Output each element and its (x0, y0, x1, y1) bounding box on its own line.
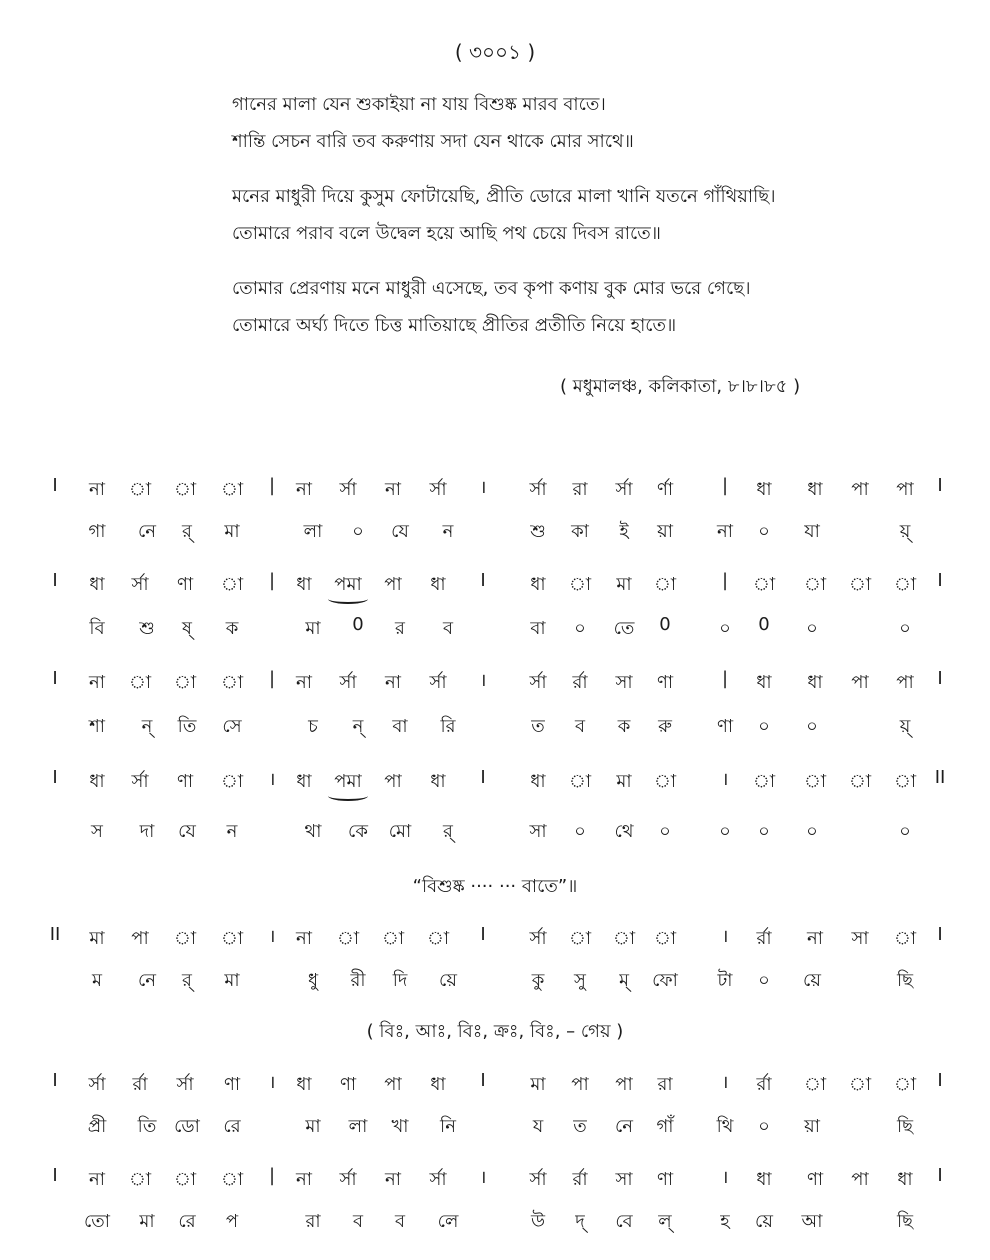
lyric-syllable: ০ (758, 821, 770, 842)
lyric-syllable: 0 (352, 614, 364, 635)
swara-cell: ধা (430, 1074, 446, 1095)
swara-cell: া (173, 672, 197, 693)
swara-cell: না (296, 928, 312, 949)
swara-cell: ধা (430, 771, 446, 792)
lyric-syllable: সা (529, 821, 547, 842)
swara-cell: | (721, 475, 729, 496)
swara-cell: পমা (334, 771, 362, 792)
lyric-syllable: শু (530, 521, 546, 542)
swara-cell: া (128, 1169, 152, 1190)
swara-cell: া (653, 771, 677, 792)
lyric-syllable: ০ (758, 521, 770, 542)
swara-cell: র্সা (429, 672, 447, 693)
lyric-syllable: রে (178, 1211, 196, 1232)
lyric-syllable: লা (348, 1116, 368, 1137)
swara-cell: পা (851, 479, 869, 500)
swara-cell: I (480, 570, 486, 591)
swara-cell: না (89, 672, 105, 693)
swara-cell: । (479, 670, 487, 691)
lyric-syllable: টা (717, 970, 733, 991)
lyric-syllable: য়ে (439, 970, 457, 991)
lyric-syllable: ক (617, 716, 631, 737)
swara-cell: I (937, 668, 943, 689)
swara-cell: | (721, 570, 729, 591)
lyric-row (0, 1112, 990, 1144)
swara-cell: I (52, 1070, 58, 1091)
swara-cell: | (268, 668, 276, 689)
swara-cell: I (52, 668, 58, 689)
lyric-syllable: র্ (182, 521, 192, 542)
swara-row (0, 924, 990, 956)
lyric-syllable: গা (88, 521, 106, 542)
lyric-syllable: মা (224, 970, 240, 991)
swara-cell: পা (851, 672, 869, 693)
poem-line: গানের মালা যেন শুকাইয়া না যায় বিশুষ্ক মারব বাতে। (232, 94, 606, 115)
swara-cell: া (893, 574, 917, 595)
lyric-row (0, 1207, 990, 1239)
swara-cell: র্সা (176, 1074, 194, 1095)
poem-block (232, 90, 952, 366)
lyric-syllable: য়্ (899, 521, 911, 542)
swara-cell: | (268, 570, 276, 591)
lyric-syllable: ছি (896, 1211, 914, 1232)
swara-cell: । (268, 1072, 276, 1093)
poem-line: মনের মাধুরী দিয়ে কুসুম ফোটায়েছি, প্রীতি ডোরে মালা খানি যতনে গাঁথিয়াছি। (232, 186, 776, 207)
swara-cell: I (937, 570, 943, 591)
swara-cell: া (220, 1169, 244, 1190)
swara-row (0, 1165, 990, 1197)
lyric-syllable: হ (720, 1211, 730, 1232)
poem-stanza (232, 182, 952, 256)
lyric-syllable: ব (442, 618, 454, 639)
lyric-syllable: ম্ (619, 970, 629, 991)
swara-cell: ধা (756, 479, 772, 500)
lyric-row (0, 517, 990, 549)
lyric-syllable: 0 (659, 614, 671, 635)
swara-cell: I (480, 767, 486, 788)
lyric-syllable: রা (305, 1211, 321, 1232)
lyric-syllable: ০ (758, 716, 770, 737)
swara-cell: া (220, 479, 244, 500)
swara-cell: র্রা (572, 1169, 588, 1190)
swara-cell: পা (896, 672, 914, 693)
swara-cell: I (937, 924, 943, 945)
swara-cell: ধা (89, 771, 105, 792)
swara-cell: া (173, 1169, 197, 1190)
swara-row (0, 1070, 990, 1102)
swara-cell: রা (657, 1074, 673, 1095)
swara-cell: ধা (897, 1169, 913, 1190)
swara-cell: র্সা (429, 479, 447, 500)
swara-cell: পমা (334, 574, 362, 595)
lyric-syllable: উ (530, 1211, 546, 1232)
lyric-syllable: খা (391, 1116, 409, 1137)
lyric-syllable: ম (92, 970, 102, 991)
lyric-syllable: আ (801, 1211, 823, 1232)
swara-cell: া (220, 771, 244, 792)
swara-cell: সা (615, 1169, 633, 1190)
lyric-syllable: ব (574, 716, 586, 737)
swara-cell: া (848, 771, 872, 792)
swara-cell: র্সা (529, 672, 547, 693)
swara-cell: | (268, 1165, 276, 1186)
poem-line: তোমারে অর্ঘ্য দিতে চিত্ত মাতিয়াছে প্রীতির প্রতীতি নিয়ে হাতে॥ (232, 315, 677, 336)
swara-cell: র্সা (88, 1074, 106, 1095)
swara-cell: I (52, 570, 58, 591)
swara-cell: া (568, 771, 592, 792)
swara-cell: ণা (176, 771, 194, 792)
lyric-syllable: ০ (806, 716, 818, 737)
swara-cell: া (173, 928, 197, 949)
swara-cell: মা (616, 574, 632, 595)
poem-line: তোমার প্রেরণায় মনে মাধুরী এসেছে, তব কৃপা কণায় বুক মোর ভরে গেছে। (232, 278, 751, 299)
lyric-row (0, 817, 990, 849)
lyric-syllable: সু (574, 970, 586, 991)
lyric-syllable: শু (139, 618, 155, 639)
lyric-syllable: ছি (896, 1116, 914, 1137)
swara-cell: সা (851, 928, 869, 949)
lyric-syllable: দি (392, 970, 408, 991)
lyric-syllable: নে (614, 1116, 634, 1137)
swara-cell: । (721, 769, 729, 790)
swara-cell: । (721, 1167, 729, 1188)
swara-cell: না (385, 1169, 401, 1190)
swara-cell: র্ণা (656, 479, 674, 500)
lyric-syllable: র (395, 618, 405, 639)
swara-cell: া (752, 771, 776, 792)
swara-cell: I (937, 1165, 943, 1186)
lyric-syllable: 0 (758, 614, 770, 635)
lyric-syllable: স (91, 821, 103, 842)
swara-cell: র্সা (131, 574, 149, 595)
lyric-syllable: য়া (804, 1116, 820, 1137)
swara-cell: ণা (806, 1169, 824, 1190)
swara-cell: ণা (176, 574, 194, 595)
lyric-syllable: ০ (659, 821, 671, 842)
swara-cell: া (893, 928, 917, 949)
lyric-syllable: মা (305, 618, 321, 639)
lyric-syllable: য (532, 1116, 544, 1137)
lyric-syllable: ছি (896, 970, 914, 991)
swara-cell: পা (896, 479, 914, 500)
lyric-syllable: তে (613, 618, 635, 639)
swara-cell: ধা (296, 574, 312, 595)
swara-cell: ণা (223, 1074, 241, 1095)
swara-cell: ধা (89, 574, 105, 595)
swara-cell: I (480, 924, 486, 945)
swara-cell: I (52, 767, 58, 788)
lyric-syllable: তি (177, 716, 197, 737)
poem-stanza (232, 90, 952, 164)
swara-cell: া (336, 928, 360, 949)
swara-row (0, 668, 990, 700)
swara-cell: ধা (756, 672, 772, 693)
lyric-syllable: ০ (352, 521, 364, 542)
swara-cell: া (848, 1074, 872, 1095)
swara-cell: র্সা (529, 479, 547, 500)
swara-cell: া (568, 574, 592, 595)
swara-cell: না (89, 479, 105, 500)
lyric-syllable: ন (442, 521, 454, 542)
swara-cell: া (426, 928, 450, 949)
swara-cell: র্সা (339, 479, 357, 500)
lyric-syllable: ল্ (658, 1211, 672, 1232)
swara-cell: পা (384, 1074, 402, 1095)
lyric-syllable: বা (392, 716, 408, 737)
swara-cell: া (653, 928, 677, 949)
lyric-row (0, 966, 990, 998)
swara-cell: । (721, 926, 729, 947)
lyric-syllable: র্ (443, 821, 453, 842)
lyric-syllable: থা (304, 821, 322, 842)
swara-cell: ণা (656, 672, 674, 693)
swara-cell: া (173, 479, 197, 500)
lyric-syllable: ডো (174, 1116, 200, 1137)
swara-cell: র্সা (339, 1169, 357, 1190)
swara-cell: ণা (339, 1074, 357, 1095)
swara-cell: । (479, 477, 487, 498)
lyric-syllable: মা (305, 1116, 321, 1137)
swara-cell: রা (572, 479, 588, 500)
lyric-syllable: রী (350, 970, 366, 991)
swara-cell: পা (851, 1169, 869, 1190)
swara-cell: ধা (430, 574, 446, 595)
lyric-syllable: লে (437, 1211, 459, 1232)
swara-cell: মা (616, 771, 632, 792)
swara-cell: I (480, 1070, 486, 1091)
lyric-syllable: ধু (307, 970, 319, 991)
lyric-syllable: ষ্ (182, 618, 192, 639)
lyric-syllable: থি (716, 1116, 734, 1137)
lyric-syllable: মা (139, 1211, 155, 1232)
swara-cell: া (381, 928, 405, 949)
lyric-syllable: ন্ (352, 716, 364, 737)
lyric-syllable: তি (137, 1116, 157, 1137)
swara-cell: পা (571, 1074, 589, 1095)
swara-cell: া (220, 574, 244, 595)
lyric-syllable: যে (391, 521, 409, 542)
lyric-syllable: য়া (657, 521, 673, 542)
lyric-syllable: দ্ (575, 1211, 585, 1232)
swara-cell: । (479, 1167, 487, 1188)
swara-row (0, 570, 990, 602)
lyric-syllable: ত (573, 1116, 587, 1137)
swara-cell: না (296, 1169, 312, 1190)
swara-cell: র্রা (132, 1074, 148, 1095)
swara-cell: া (803, 771, 827, 792)
lyric-syllable: বা (530, 618, 546, 639)
lyric-syllable: মো (388, 821, 412, 842)
lyric-syllable: য়ে (755, 1211, 773, 1232)
swara-cell: I (52, 1165, 58, 1186)
swara-cell: না (385, 479, 401, 500)
swara-cell: া (893, 1074, 917, 1095)
lyric-syllable: য়্ (899, 716, 911, 737)
swara-cell: া (752, 574, 776, 595)
swara-cell: পা (384, 574, 402, 595)
lyric-syllable: ০ (899, 618, 911, 639)
lyric-syllable: কা (571, 521, 589, 542)
lyric-syllable: প (225, 1211, 239, 1232)
lyric-syllable: ন্ (141, 716, 153, 737)
swara-cell: া (220, 672, 244, 693)
swara-cell: মা (89, 928, 105, 949)
swara-cell: া (128, 479, 152, 500)
swara-cell: | (721, 668, 729, 689)
lyric-syllable: যে (178, 821, 196, 842)
lyric-syllable: বে (615, 1211, 633, 1232)
lyric-syllable: লা (303, 521, 323, 542)
lyric-syllable: চ (308, 716, 318, 737)
swara-cell: া (612, 928, 636, 949)
swara-cell: না (89, 1169, 105, 1190)
lyric-syllable: ০ (574, 618, 586, 639)
swara-cell: । (268, 769, 276, 790)
swara-cell: র্সা (615, 479, 633, 500)
swara-cell: না (385, 672, 401, 693)
swara-cell: া (568, 928, 592, 949)
swara-cell: পা (615, 1074, 633, 1095)
lyric-syllable: দা (139, 821, 155, 842)
lyric-syllable: ০ (806, 618, 818, 639)
swara-cell: | (268, 475, 276, 496)
lyric-syllable: ত (531, 716, 545, 737)
swara-cell: পা (384, 771, 402, 792)
lyric-syllable: প্রী (87, 1116, 107, 1137)
swara-cell: ধা (530, 574, 546, 595)
lyric-syllable: তো (83, 1211, 111, 1232)
lyric-syllable: থে (614, 821, 634, 842)
swara-cell: । (721, 1072, 729, 1093)
swara-cell: ধা (807, 672, 823, 693)
lyric-syllable: মা (224, 521, 240, 542)
swara-cell: া (653, 574, 677, 595)
swara-cell: ধা (530, 771, 546, 792)
lyric-syllable: ণা (716, 716, 734, 737)
lyric-syllable: ব (352, 1211, 364, 1232)
poem-stanza (232, 274, 952, 348)
lyric-syllable: ক (225, 618, 239, 639)
lyric-syllable: না (717, 521, 733, 542)
lyric-row (0, 712, 990, 744)
notation-note: “বিশুষ্ক ···· ··· বাতে”॥ (412, 876, 578, 897)
swara-cell: র্সা (429, 1169, 447, 1190)
lyric-row (0, 614, 990, 646)
lyric-syllable: কে (348, 821, 368, 842)
swara-cell: ধা (296, 771, 312, 792)
swara-cell: না (807, 928, 823, 949)
swara-cell: া (128, 672, 152, 693)
swara-cell: মা (530, 1074, 546, 1095)
lyric-syllable: ০ (758, 970, 770, 991)
swara-cell: II (49, 924, 61, 945)
swara-cell: II (934, 767, 946, 788)
swara-cell: ণা (656, 1169, 674, 1190)
lyric-syllable: নি (440, 1116, 456, 1137)
swara-cell: না (296, 479, 312, 500)
swara-cell: া (848, 574, 872, 595)
swara-cell: I (937, 1070, 943, 1091)
swara-cell: া (893, 771, 917, 792)
lyric-syllable: য়ে (803, 970, 821, 991)
lyric-syllable: ০ (574, 821, 586, 842)
swara-row (0, 475, 990, 507)
swara-row (0, 767, 990, 799)
lyric-syllable: ০ (806, 821, 818, 842)
lyric-syllable: ফো (652, 970, 678, 991)
lyric-syllable: রে (223, 1116, 241, 1137)
lyric-syllable: ০ (719, 821, 731, 842)
swara-cell: া (220, 928, 244, 949)
lyric-syllable: নে (137, 970, 157, 991)
swara-cell: ধা (296, 1074, 312, 1095)
swara-cell: া (803, 1074, 827, 1095)
swara-cell: না (296, 672, 312, 693)
poem-line: তোমারে পরাব বলে উদ্বেল হয়ে আছি পথ চেয়ে দিবস রাতে॥ (232, 223, 661, 244)
lyric-syllable: শা (89, 716, 105, 737)
lyric-syllable: রি (440, 716, 456, 737)
swara-cell: র্সা (529, 1169, 547, 1190)
swara-cell: । (268, 926, 276, 947)
swara-cell: র্রা (572, 672, 588, 693)
source-note: ( মধুমালঞ্চ, কলিকাতা, ৮।৮।৮৫ ) (560, 376, 801, 397)
swara-cell: র্সা (529, 928, 547, 949)
lyric-syllable: সে (222, 716, 242, 737)
lyric-syllable: ০ (758, 1116, 770, 1137)
lyric-syllable: ০ (719, 618, 731, 639)
swara-cell: র্রা (756, 928, 772, 949)
lyric-syllable: নে (137, 521, 157, 542)
lyric-syllable: যা (804, 521, 820, 542)
lyric-syllable: রু (658, 716, 672, 737)
poem-line: শান্তি সেচন বারি তব করুণায় সদা যেন থাকে মোর সাথে॥ (232, 131, 634, 152)
swara-cell: র্সা (131, 771, 149, 792)
notation-note: ( বিঃ, আঃ, বিঃ, ক্রঃ, বিঃ, – গেয় ) (366, 1021, 624, 1042)
swara-cell: I (937, 475, 943, 496)
lyric-syllable: ০ (899, 821, 911, 842)
swara-cell: া (803, 574, 827, 595)
swara-cell: পা (131, 928, 149, 949)
lyric-syllable: বি (89, 618, 105, 639)
lyric-syllable: ই (619, 521, 629, 542)
swara-cell: সা (615, 672, 633, 693)
swara-cell: I (52, 475, 58, 496)
swara-cell: ধা (807, 479, 823, 500)
swara-cell: র্রা (756, 1074, 772, 1095)
lyric-syllable: কু (531, 970, 545, 991)
page-number: ( ৩০০১ ) (454, 40, 536, 64)
swara-cell: র্সা (339, 672, 357, 693)
swara-cell: ধা (756, 1169, 772, 1190)
lyric-syllable: গাঁ (656, 1116, 674, 1137)
lyric-syllable: ব (394, 1211, 406, 1232)
lyric-syllable: ন (226, 821, 238, 842)
lyric-syllable: র্ (182, 970, 192, 991)
